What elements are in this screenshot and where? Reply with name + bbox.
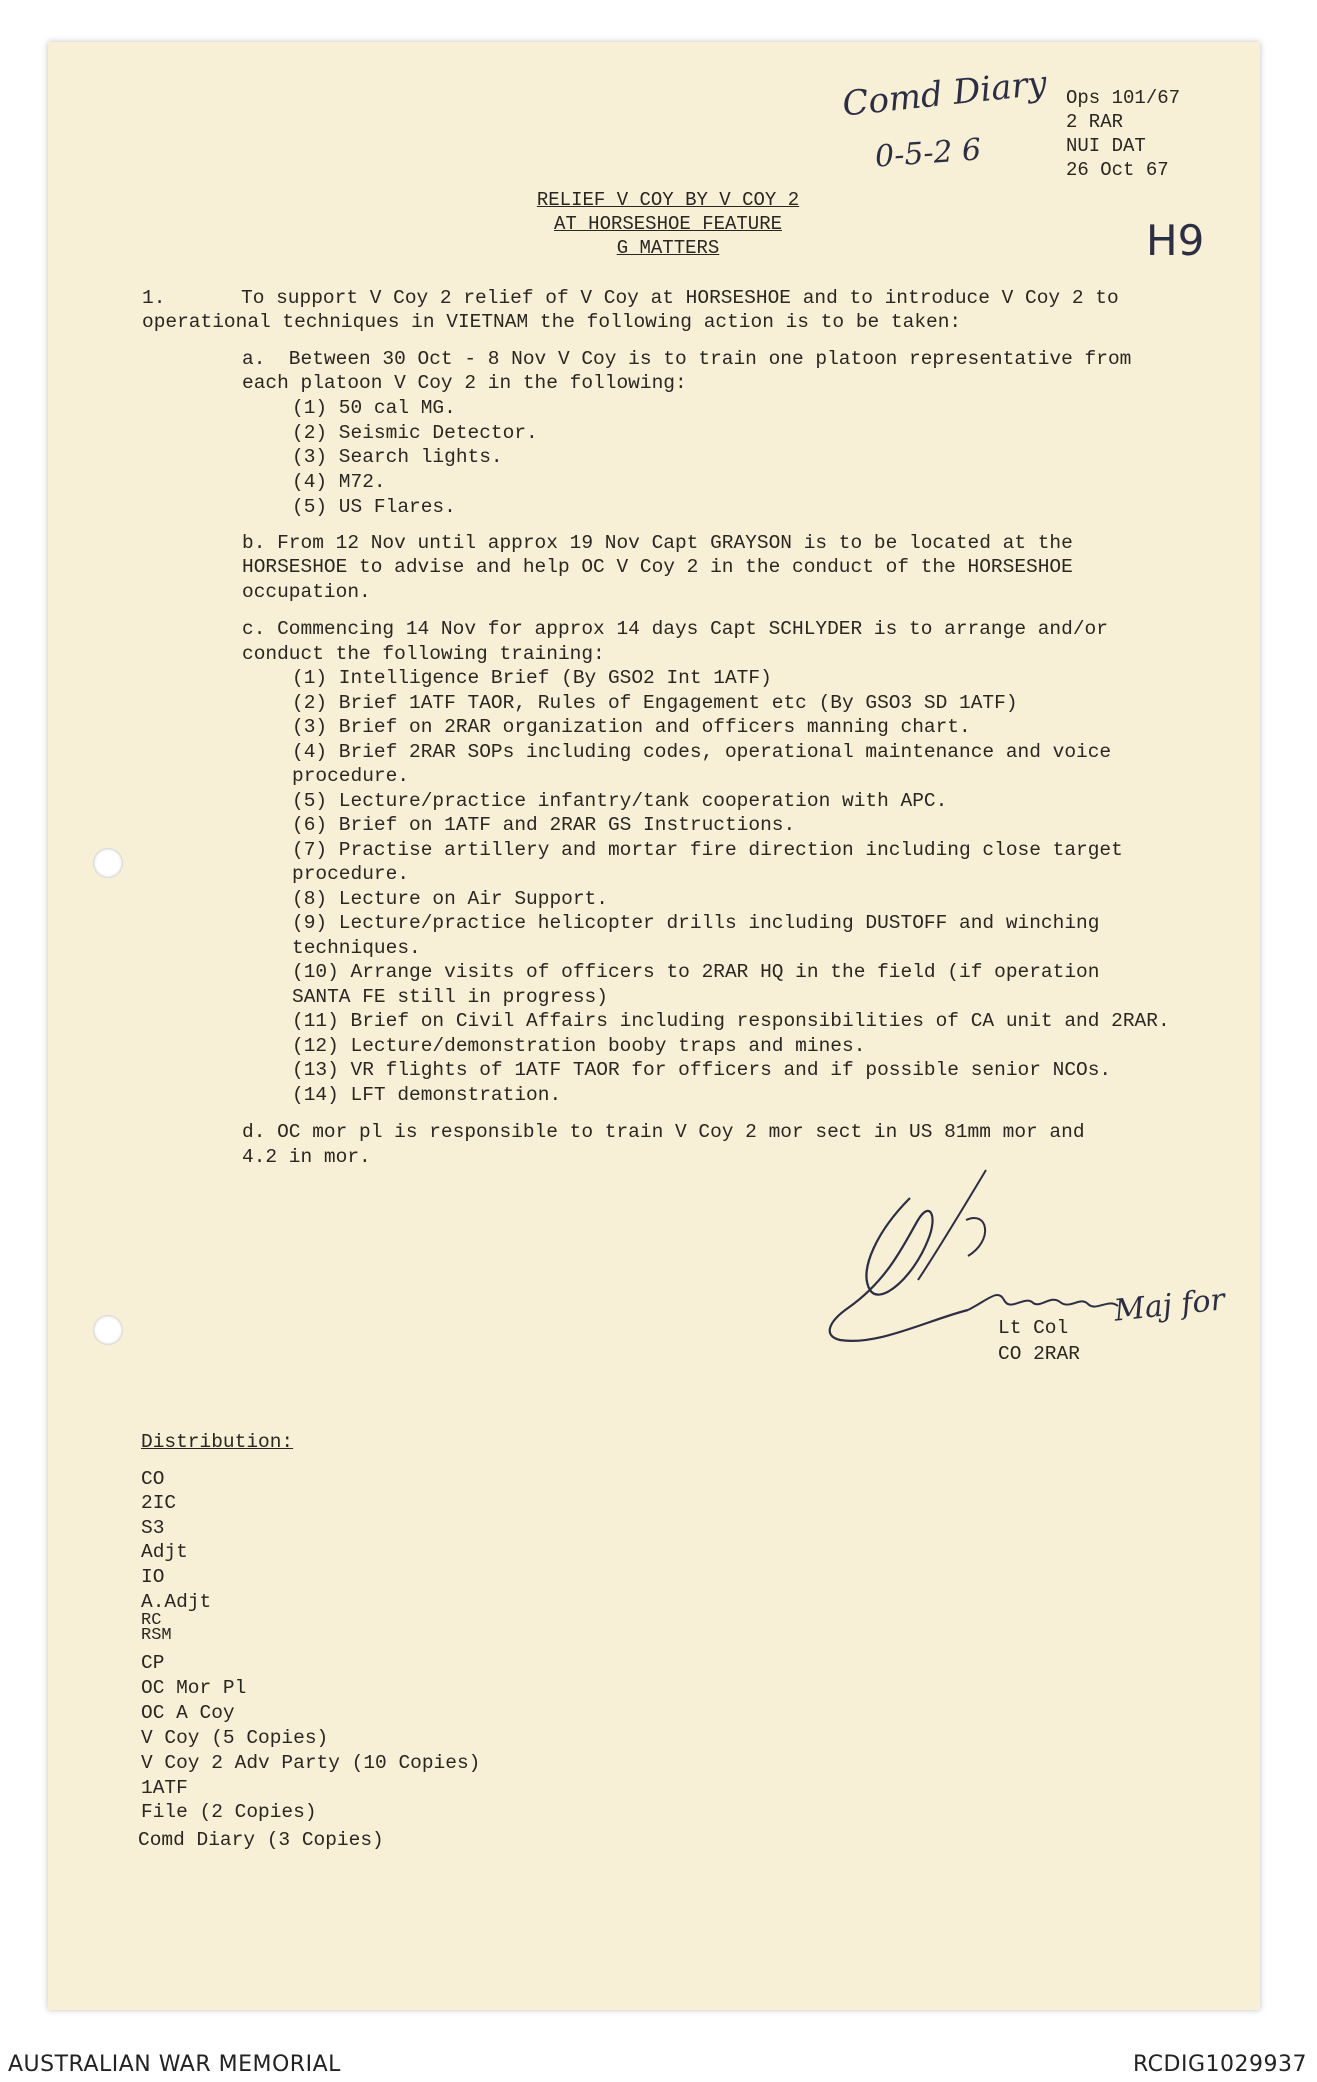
distribution-item: RSM [141,1626,172,1645]
signature-rank: Lt Col [998,1317,1069,1339]
distribution-item: V Coy 2 Adv Party (10 Copies) [141,1752,481,1774]
para-c-line-2: conduct the following training: [242,643,605,665]
title-line-1: RELIEF V COY BY V COY 2 [536,189,800,211]
intro-line-2: operational techniques in VIETNAM the following action is to be taken: [142,311,962,333]
para-c-item: (12) Lecture/demonstration booby traps and mines. [292,1035,866,1057]
para-c-item: (13) VR flights of 1ATF TAOR for officers and if possible senior NCOs. [292,1059,1112,1081]
paragraph-number: 1. [142,287,166,309]
distribution-item: CP [141,1652,165,1674]
para-c-item: (7) Practise artillery and mortar fire direction including close target [292,839,1123,861]
distribution-item: S3 [141,1517,165,1539]
para-c-item: (2) Brief 1ATF TAOR, Rules of Engagement etc (By GSO3 SD 1ATF) [292,692,1018,714]
distribution-heading: Distribution: [141,1431,294,1453]
para-c-item: (10) Arrange visits of officers to 2RAR HQ in the field (if operation [292,961,1100,983]
handwritten-signature-rank: Maj for [1112,1282,1227,1329]
reference-date: 26 Oct 67 [1066,159,1169,181]
distribution-item: RC [141,1611,162,1630]
distribution-item: OC Mor Pl [141,1677,247,1699]
para-c-item: (8) Lecture on Air Support. [292,888,608,910]
distribution-item: 1ATF [141,1777,188,1799]
signature-appointment: CO 2RAR [998,1343,1080,1365]
para-c-item: techniques. [292,937,421,959]
para-a-item: (3) Search lights. [292,446,503,468]
para-b-line-2: HORSESHOE to advise and help OC V Coy 2 in the conduct of the HORSESHOE [242,556,1073,578]
para-c-item: (14) LFT demonstration. [292,1084,562,1106]
para-a-item: (1) 50 cal MG. [292,397,456,419]
para-d-line-2: 4.2 in mor. [242,1146,371,1168]
reference-number: Ops 101/67 [1066,87,1181,109]
para-c-item: (6) Brief on 1ATF and 2RAR GS Instructions. [292,814,796,836]
punch-hole-lower [93,1315,123,1345]
handwritten-diary-note: Comd Diary [840,63,1049,125]
para-c-line-1: c. Commencing 14 Nov for approx 14 days Capt SCHLYDER is to arrange and/or [242,618,1108,640]
handwritten-file-number: 0-5-2 6 [873,132,983,175]
para-c-item: (1) Intelligence Brief (By GSO2 Int 1ATF) [292,667,772,689]
para-c-item: (3) Brief on 2RAR organization and officers manning chart. [292,716,971,738]
para-b-line-3: occupation. [242,581,371,603]
distribution-item: V Coy (5 Copies) [141,1727,329,1749]
para-b-line-1: b. From 12 Nov until approx 19 Nov Capt GRAYSON is to be located at the [242,532,1073,554]
reference-location: NUI DAT [1066,135,1146,157]
para-c-item: (5) Lecture/practice infantry/tank cooperation with APC. [292,790,948,812]
para-a-item: (4) M72. [292,471,386,493]
para-a-item: (5) US Flares. [292,496,456,518]
distribution-item: 2IC [141,1492,177,1514]
document-title [528,188,808,260]
footer-catalogue-id: RCDIG1029937 [1132,2052,1307,2077]
para-a-line-2: each platoon V Coy 2 in the following: [242,372,687,394]
distribution-item: Comd Diary (3 Copies) [138,1829,384,1851]
para-c-item: procedure. [292,863,410,885]
para-a-line-1: a. Between 30 Oct - 8 Nov V Coy is to train one platoon representative from [242,348,1132,370]
reference-unit: 2 RAR [1066,111,1124,133]
intro-line-1: To support V Coy 2 relief of V Coy at HORSESHOE and to introduce V Coy 2 to [241,287,1119,309]
title-line-3: G MATTERS [616,237,720,259]
punch-hole-upper [93,848,123,878]
reference-block [1066,86,1180,182]
distribution-item: A.Adjt [141,1591,212,1613]
distribution-item: CO [141,1468,165,1490]
para-a-item: (2) Seismic Detector. [292,422,538,444]
para-c-item: (4) Brief 2RAR SOPs including codes, operational maintenance and voice [292,741,1112,763]
title-line-2: AT HORSESHOE FEATURE [553,213,783,235]
para-d-line-1: d. OC mor pl is responsible to train V Coy 2 mor sect in US 81mm mor and [242,1121,1085,1143]
para-c-item: (9) Lecture/practice helicopter drills including DUSTOFF and winching [292,912,1100,934]
para-c-item: SANTA FE still in progress) [292,986,608,1008]
handwritten-page-mark: H9 [1146,216,1205,265]
distribution-item: IO [141,1566,165,1588]
para-c-item: procedure. [292,765,410,787]
distribution-item: File (2 Copies) [141,1801,317,1823]
para-c-item: (11) Brief on Civil Affairs including responsibilities of CA unit and 2RAR. [292,1010,1170,1032]
footer-institution: AUSTRALIAN WAR MEMORIAL [8,2052,341,2077]
distribution-item: Adjt [141,1541,188,1563]
distribution-item: OC A Coy [141,1702,235,1724]
